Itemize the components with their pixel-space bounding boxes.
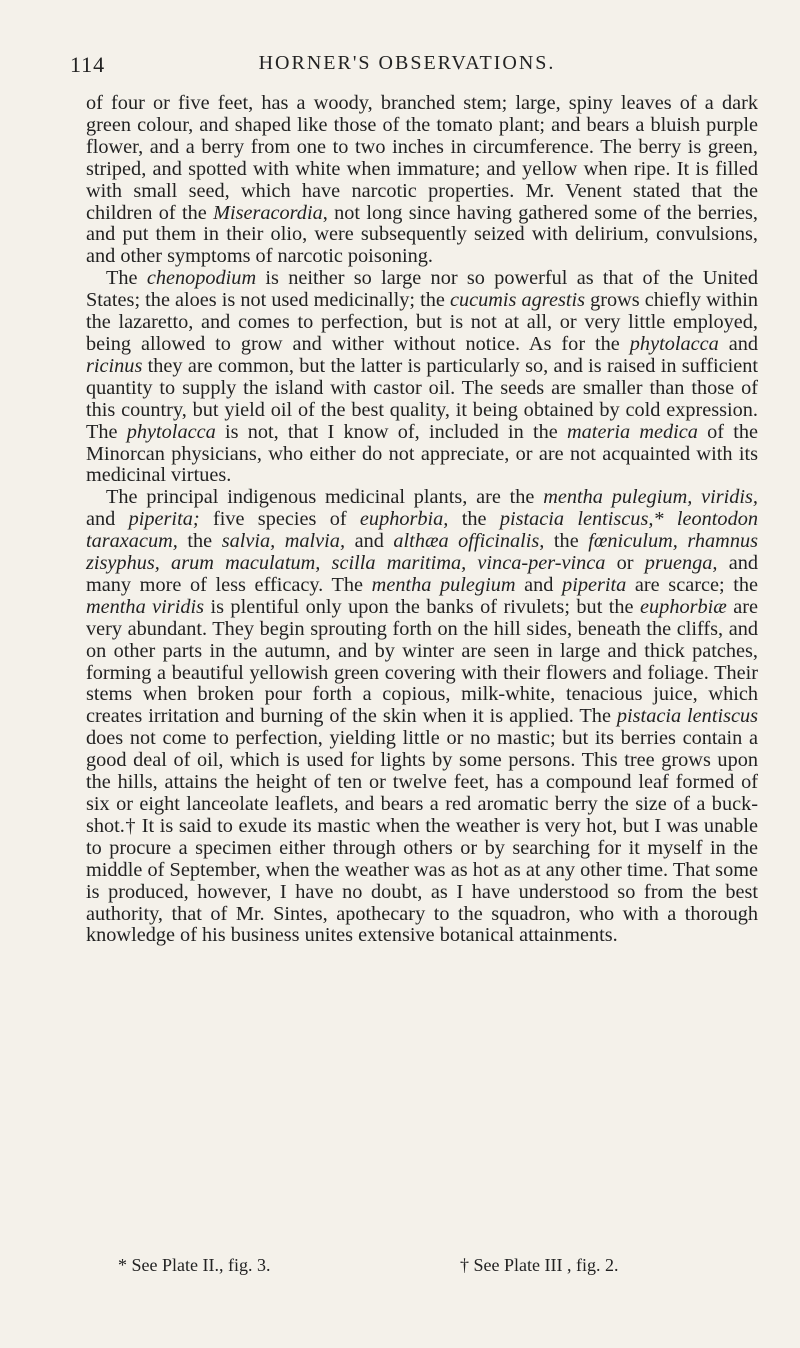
text-run: the (448, 508, 500, 531)
italic-term: phytolacca (629, 332, 719, 355)
text-run: and (515, 573, 563, 596)
text-run: are scarce; the (626, 573, 758, 596)
text-run: and many more of less efficacy. The (86, 552, 758, 596)
text-run: the (177, 530, 222, 553)
footnote-plate-2: * See Plate II., fig. 3. (118, 1255, 271, 1275)
text-run: and (345, 530, 394, 553)
footnote-plate-3: † See Plate III , fig. 2. (460, 1255, 619, 1275)
text-run: or (605, 552, 645, 575)
page-header (70, 52, 744, 82)
italic-term: salvia, malvia, (221, 530, 346, 553)
italic-term: mentha viridis (86, 595, 204, 618)
paragraph (86, 487, 758, 947)
italic-term: piperita (562, 573, 627, 596)
text-run: and (718, 332, 759, 355)
text-run: five species of (199, 508, 360, 531)
italic-term: phytolacca (126, 420, 216, 443)
italic-term: piperita; (128, 508, 200, 531)
italic-term: cucumis agrestis (449, 289, 586, 312)
italic-term: mentha pulegium, viridis, (543, 486, 758, 509)
italic-term: ricinus (86, 354, 143, 377)
italic-term: mentha pulegium (371, 573, 516, 596)
paragraph (86, 93, 758, 268)
page-number: 114 (70, 52, 106, 77)
italic-term: pistacia lentiscus,* leontodon taraxacum, (86, 508, 758, 553)
italic-term: materia medica (567, 420, 698, 443)
italic-term: Miseracordia (213, 201, 323, 224)
text-run: the (544, 530, 589, 553)
text-run: is plentiful only upon the banks of rivulets; but the (204, 595, 641, 618)
paragraph (86, 268, 758, 487)
text-run: grows chiefly within the lazaretto, and comes to perfection, but is not at all, or very little employed, being allowed to grow and wither without notice. As for the (86, 289, 758, 355)
italic-term: euphorbia, (359, 508, 449, 531)
text-run: they are common, but the latter is particularly so, and is raised in sufficient quantity to supply the island with castor oil. The seeds are smaller than those of this country, but yield oil of the best quality, it being obtained by cold expression. The (86, 354, 758, 443)
text-run: of the Minorcan physicians, who either do not appreciate, or are not acquainted with its medicinal virtues. (86, 420, 758, 487)
italic-term: pistacia lentiscus (616, 705, 759, 728)
text-run: does not come to perfection, yielding little or no mastic; but its berries contain a good deal of oil, which is used for lights by some persons. This tree grows upon the hills, attains the height of ten or twelve feet, has a compound leaf formed of six or eight lanceolate leaflets, and bears a red aromatic berry the size of a buck-shot.† It is said to exude its mastic when the weather is very hot, but I was unable to procure a specimen either through others or by searching for it myself in the middle of September, when the weather was as hot as at any other time. That some is produced, however, I have no doubt, as I have understood so from the best authority, that of Mr. Sintes, apothecary to the squadron, who with a thorough knowledge of his business unites extensive botanical attainments. (86, 727, 758, 947)
text-run: is not, that I know of, included in the (215, 420, 568, 443)
text-run: , not long since having gathered some of the berries, and put them in their olio, were subsequently seized with delirium, convulsions, and other symptoms of narcotic poisoning. (86, 201, 758, 268)
italic-term: pruenga, (644, 552, 718, 575)
text-run: are very abundant. They begin sprouting forth on the hill sides, beneath the cliffs, and on other parts in the autumn, and by winter are seen in large and thick patches, forming a beautiful yellowish green covering with their flowers and foliage. Their stems when broken pour forth a copious, milk-white, tenacious juice, which creates irritation and burning of the skin when it is applied. The (86, 595, 759, 728)
italic-term: chenopodium (146, 267, 257, 290)
text-run: of four or five feet, has a woody, branched stem; large, spiny leaves of a dark green colour, and shaped like those of the tomato plant; and bears a bluish purple flower, and a berry from one to two inches in circumference. The berry is green, striped, and spotted with white when immature; and yellow when ripe. It is filled with small seed, which have narcotic properties. Mr. Venent stated that the children of the (86, 92, 758, 224)
body-text (86, 93, 758, 947)
text-run: The principal indigenous medicinal plants, are the (106, 486, 544, 509)
italic-term: althæa officinalis, (393, 530, 545, 553)
text-run: and (86, 508, 129, 531)
text-run: is neither so large nor so powerful as that of the United States; the aloes is not used medicinally; the (86, 267, 758, 312)
text-run: The (106, 267, 147, 290)
italic-term: euphorbiæ (640, 595, 727, 618)
running-head: HORNER'S OBSERVATIONS. (258, 52, 556, 74)
italic-term: fœniculum, rhamnus zisyphus, arum maculatum, scilla maritima, vinca-per-vinca (86, 530, 758, 575)
